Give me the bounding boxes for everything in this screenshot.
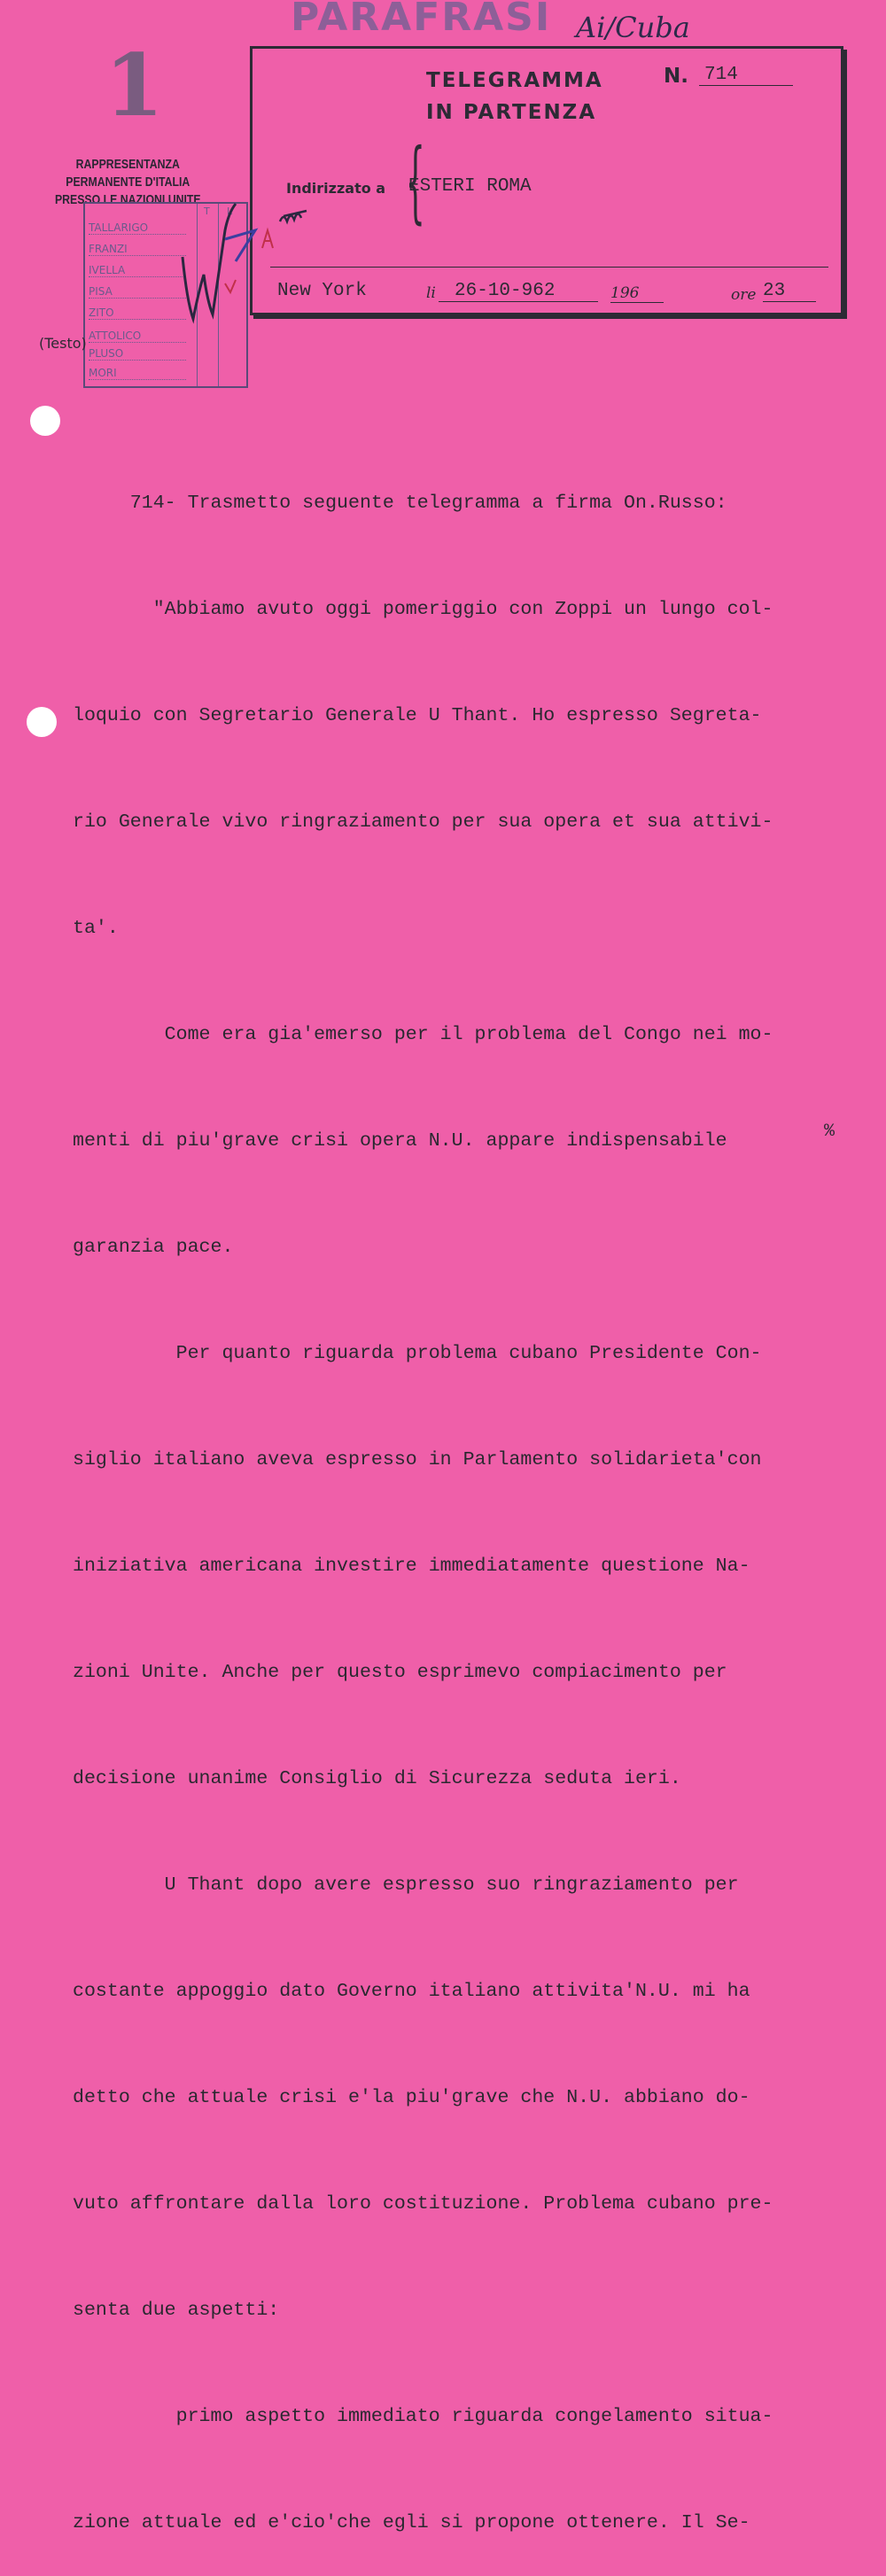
body-line: Per quanto riguarda problema cubano Presidente Con-: [73, 1343, 762, 1364]
handwritten-note: Ai/Cuba: [576, 11, 690, 44]
body-line: siglio italiano aveva espresso in Parlamento solidarieta'con: [73, 1449, 762, 1470]
body-line: iniziativa americana investire immediatamente questione Na-: [73, 1556, 750, 1577]
body-line: "Abbiamo avuto oggi pomeriggio con Zoppi un lungo col-: [73, 599, 773, 620]
body-line: decisione unanime Consiglio di Sicurezza seduta ieri.: [73, 1768, 681, 1789]
place: New York: [277, 281, 367, 301]
body-line: zioni Unite. Anche per questo esprimevo compiacimento per: [73, 1662, 727, 1683]
body-line: ta'.: [73, 918, 119, 939]
body-line: costante appoggio dato Governo italiano attivita'N.U. mi ha: [73, 1981, 750, 2002]
sender-line-1: RAPPRESENTANZA PERMANENTE D'ITALIA: [66, 157, 190, 190]
body-line: senta due aspetti:: [73, 2300, 280, 2321]
telegram-title: [426, 65, 603, 128]
date: [439, 281, 598, 302]
telegram-body: [73, 415, 870, 2576]
sender-line-2: PRESSO LE NAZIONI UNITE: [54, 192, 201, 207]
punch-hole: [30, 406, 60, 436]
archive-number: 1: [105, 35, 164, 136]
time-value: 23: [763, 281, 816, 302]
body-line: garanzia pace.: [73, 1237, 234, 1258]
distribution-name: ZITO: [89, 306, 186, 320]
handwritten-initials: [174, 195, 351, 337]
addressed-to: ESTERI ROMA: [408, 176, 532, 197]
distribution-name: MORI: [89, 367, 186, 380]
column-head-l: L: [227, 206, 233, 217]
body-line: Come era gia'emerso per il problema del Congo nei mo-: [73, 1024, 773, 1045]
body-line: U Thant dopo avere espresso suo ringraziamento per: [73, 1874, 739, 1896]
header-divider: [270, 267, 828, 268]
continuation-mark: %: [824, 1121, 835, 1142]
addressed-label: Indirizzato a: [286, 180, 386, 197]
telegram-title-line-1: TELEGRAMMA: [426, 69, 603, 92]
telegram-title-line-2: IN PARTENZA: [426, 101, 597, 124]
body-line: zione attuale ed e'cio'che egli si propone ottenere. Il Se-: [73, 2512, 750, 2533]
date-value: 26-10-962: [455, 281, 556, 301]
punch-hole: [27, 707, 57, 737]
body-line: 714- Trasmetto seguente telegramma a firma On.Russo:: [73, 493, 727, 514]
brace-mark: {: [405, 129, 425, 233]
body-line: loquio con Segretario Generale U Thant. Ho espresso Segreta-: [73, 705, 762, 726]
parafrasi-stamp: PARAFRASI: [291, 0, 552, 40]
column-head-t: T: [204, 206, 210, 217]
distribution-name: IVELLA: [89, 264, 186, 277]
time-label: ore: [731, 286, 757, 304]
body-line: primo aspetto immediato riguarda congelamento situa-: [73, 2406, 773, 2427]
body-line: vuto affrontare dalla loro costituzione. Problema cubano pre-: [73, 2193, 773, 2215]
distribution-name: ATTOLICO: [89, 330, 186, 343]
distribution-name: PLUSO: [89, 347, 186, 361]
distribution-name: PISA: [89, 285, 186, 299]
year-label: 196: [610, 284, 664, 303]
text-label: (Testo): [39, 335, 87, 352]
body-line: rio Generale vivo ringraziamento per sua opera et sua attivi-: [73, 811, 773, 833]
body-line: menti di piu'grave crisi opera N.U. appare indispensabile: [73, 1130, 727, 1152]
distribution-name: FRANZI: [89, 243, 186, 256]
distribution-name: TALLARIGO: [89, 221, 186, 235]
body-line: detto che attuale crisi e'la piu'grave che N.U. abbiano do-: [73, 2087, 750, 2108]
date-label: li: [426, 284, 436, 302]
telegram-number: 714: [699, 65, 793, 86]
number-label: N.: [664, 65, 688, 88]
